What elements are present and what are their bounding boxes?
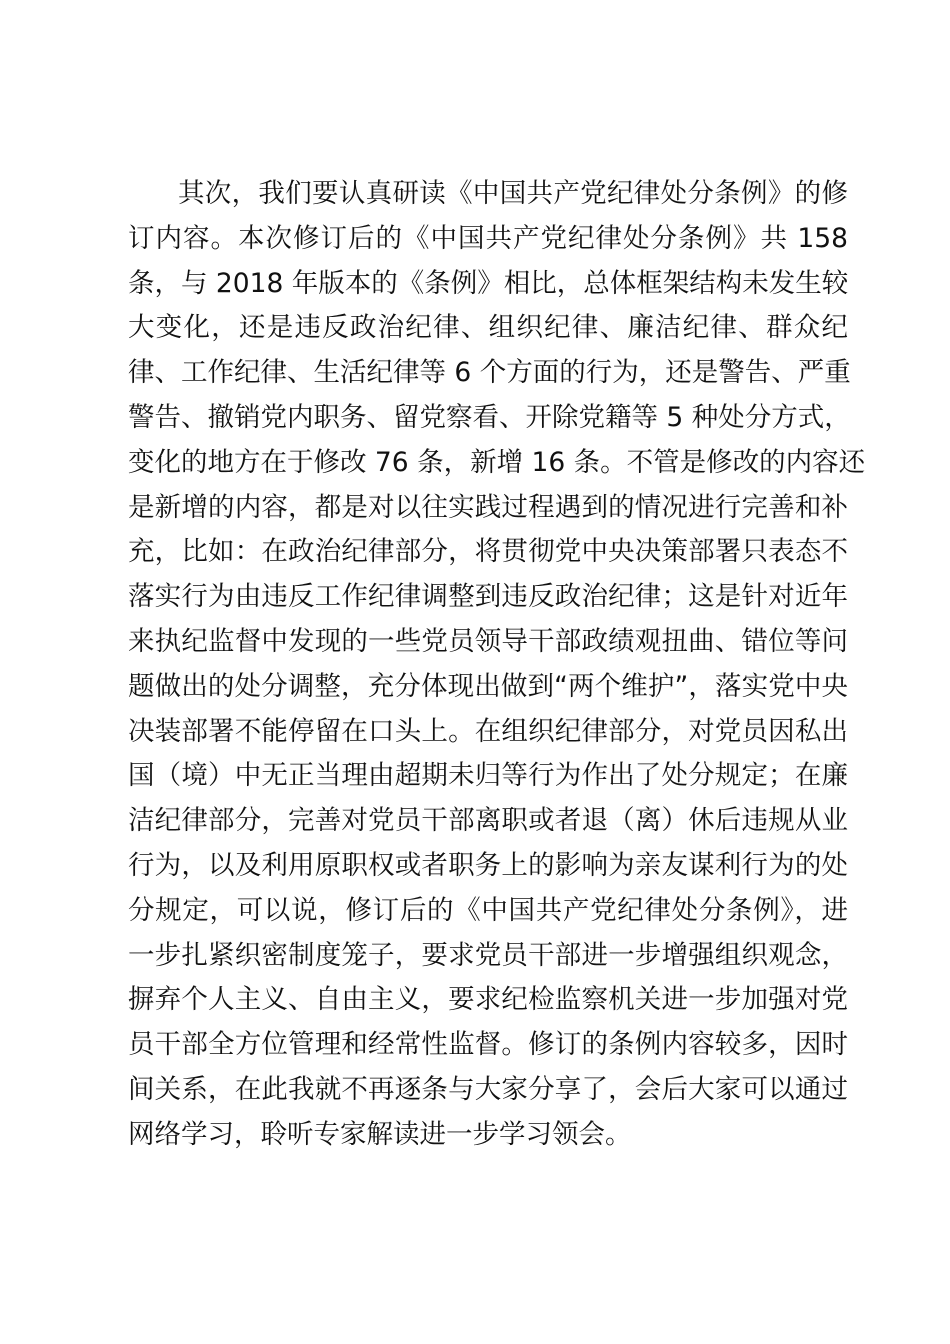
text-line: 间关系，在此我就不再逐条与大家分享了，会后大家可以通过 <box>128 1073 848 1105</box>
text-line: 其次，我们要认真研读《中国共产党纪律处分条例》的修 <box>178 178 848 209</box>
text-line: 国（境）中无正当理由超期未归等行为作出了处分规定；在廉 <box>128 760 848 792</box>
text-line: 一步扎紧织密制度笼子，要求党员干部进一步增强组织观念， <box>128 939 848 971</box>
body-paragraph <box>128 172 866 1158</box>
text-line: 条，与 2018 年版本的《条例》相比，总体框架结构未发生较 <box>128 267 849 299</box>
text-line: 分规定，可以说，修订后的《中国共产党纪律处分条例》，进 <box>128 894 848 926</box>
text-line: 大变化，还是违反政治纪律、组织纪律、廉洁纪律、群众纪 <box>128 312 848 344</box>
text-line: 员干部全方位管理和经常性监督。修订的条例内容较多，因时 <box>128 1029 848 1061</box>
text-line: 来执纪监督中发现的一些党员领导干部政绩观扭曲、错位等问 <box>128 625 848 657</box>
text-line: 警告、撤销党内职务、留党察看、开除党籍等 5 种处分方式， <box>128 401 851 433</box>
text-line: 摒弃个人主义、自由主义，要求纪检监察机关进一步加强对党 <box>128 984 848 1016</box>
text-line: 变化的地方在于修改 76 条，新增 16 条。不管是修改的内容还 <box>128 446 866 478</box>
text-line: 行为，以及利用原职权或者职务上的影响为亲友谋利行为的处 <box>128 849 848 881</box>
text-line: 充，比如：在政治纪律部分，将贯彻党中央决策部署只表态不 <box>128 536 848 568</box>
text-line: 决装部署不能停留在口头上。在组织纪律部分，对党员因私出 <box>128 715 848 747</box>
text-line: 订内容。本次修订后的《中国共产党纪律处分条例》共 158 <box>128 222 848 254</box>
text-line: 网络学习，聆听专家解读进一步学习领会。 <box>128 1118 632 1150</box>
text-line: 落实行为由违反工作纪律调整到违反政治纪律；这是针对近年 <box>128 581 848 613</box>
text-line: 律、工作纪律、生活纪律等 6 个方面的行为，还是警告、严重 <box>128 357 851 389</box>
text-line: 洁纪律部分，完善对党员干部离职或者退（离）休后违规从业 <box>128 805 848 837</box>
text-line: 是新增的内容，都是对以往实践过程遇到的情况进行完善和补 <box>128 491 848 523</box>
text-line: 题做出的处分调整，充分体现出做到“两个维护”，落实党中央 <box>128 670 848 702</box>
